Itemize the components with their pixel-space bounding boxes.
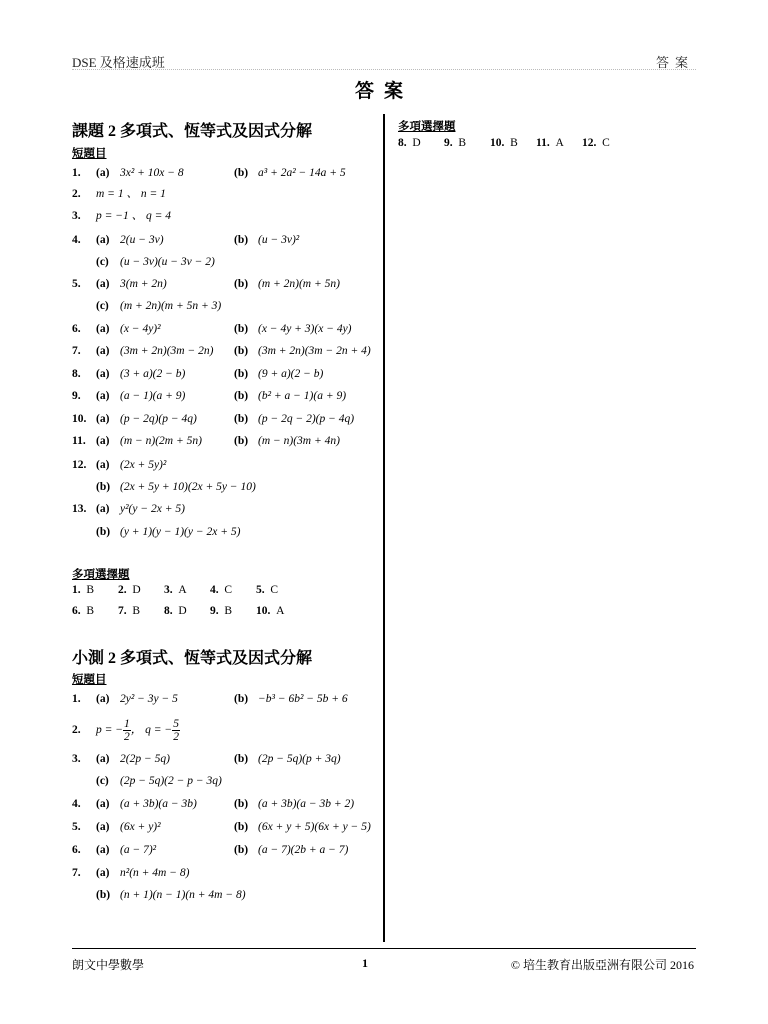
mc-answer: 6. B [72,605,95,617]
section-1-title: 課題 2 多項式、恆等式及因式分解 [72,123,313,140]
mc-answer: 9. B [444,137,467,149]
page-title: 答案 [354,81,413,102]
section-2-short-label: 短題目 [72,674,107,686]
mc-answer: 8. D [164,605,187,617]
mc-answer: 7. B [118,605,141,617]
header-right: 答案 [655,55,694,70]
mc-answer: 12. C [582,137,610,149]
mc-answer: 10. B [490,137,518,149]
mc-answer: 9. B [210,605,233,617]
header-left: DSE 及格速成班 [72,55,165,70]
mc-answer: 8. D [398,137,421,149]
footer-copyright: © 培生教育出版亞洲有限公司 2016 [510,958,694,972]
mc-answer: 4. C [210,584,233,596]
mc-answer: 11. A [536,137,564,149]
footer-divider [72,948,696,949]
right-mc-label: 多項選擇題 [398,121,456,133]
footer-book-title: 朗文中學數學 [72,958,145,972]
header-divider [72,69,696,70]
mc-answer: 3. A [164,584,187,596]
mc-answer: 1. B [72,584,95,596]
mc-answer: 2. D [118,584,141,596]
section-1-short-label: 短題目 [72,148,107,160]
mc-answer: 5. C [256,584,279,596]
page-number: 1 [362,956,368,970]
section-2-title: 小測 2 多項式、恆等式及因式分解 [72,650,313,667]
section-1-mc-label: 多項選擇題 [72,569,130,581]
column-divider [383,114,385,942]
mc-answer: 10. A [256,605,285,617]
